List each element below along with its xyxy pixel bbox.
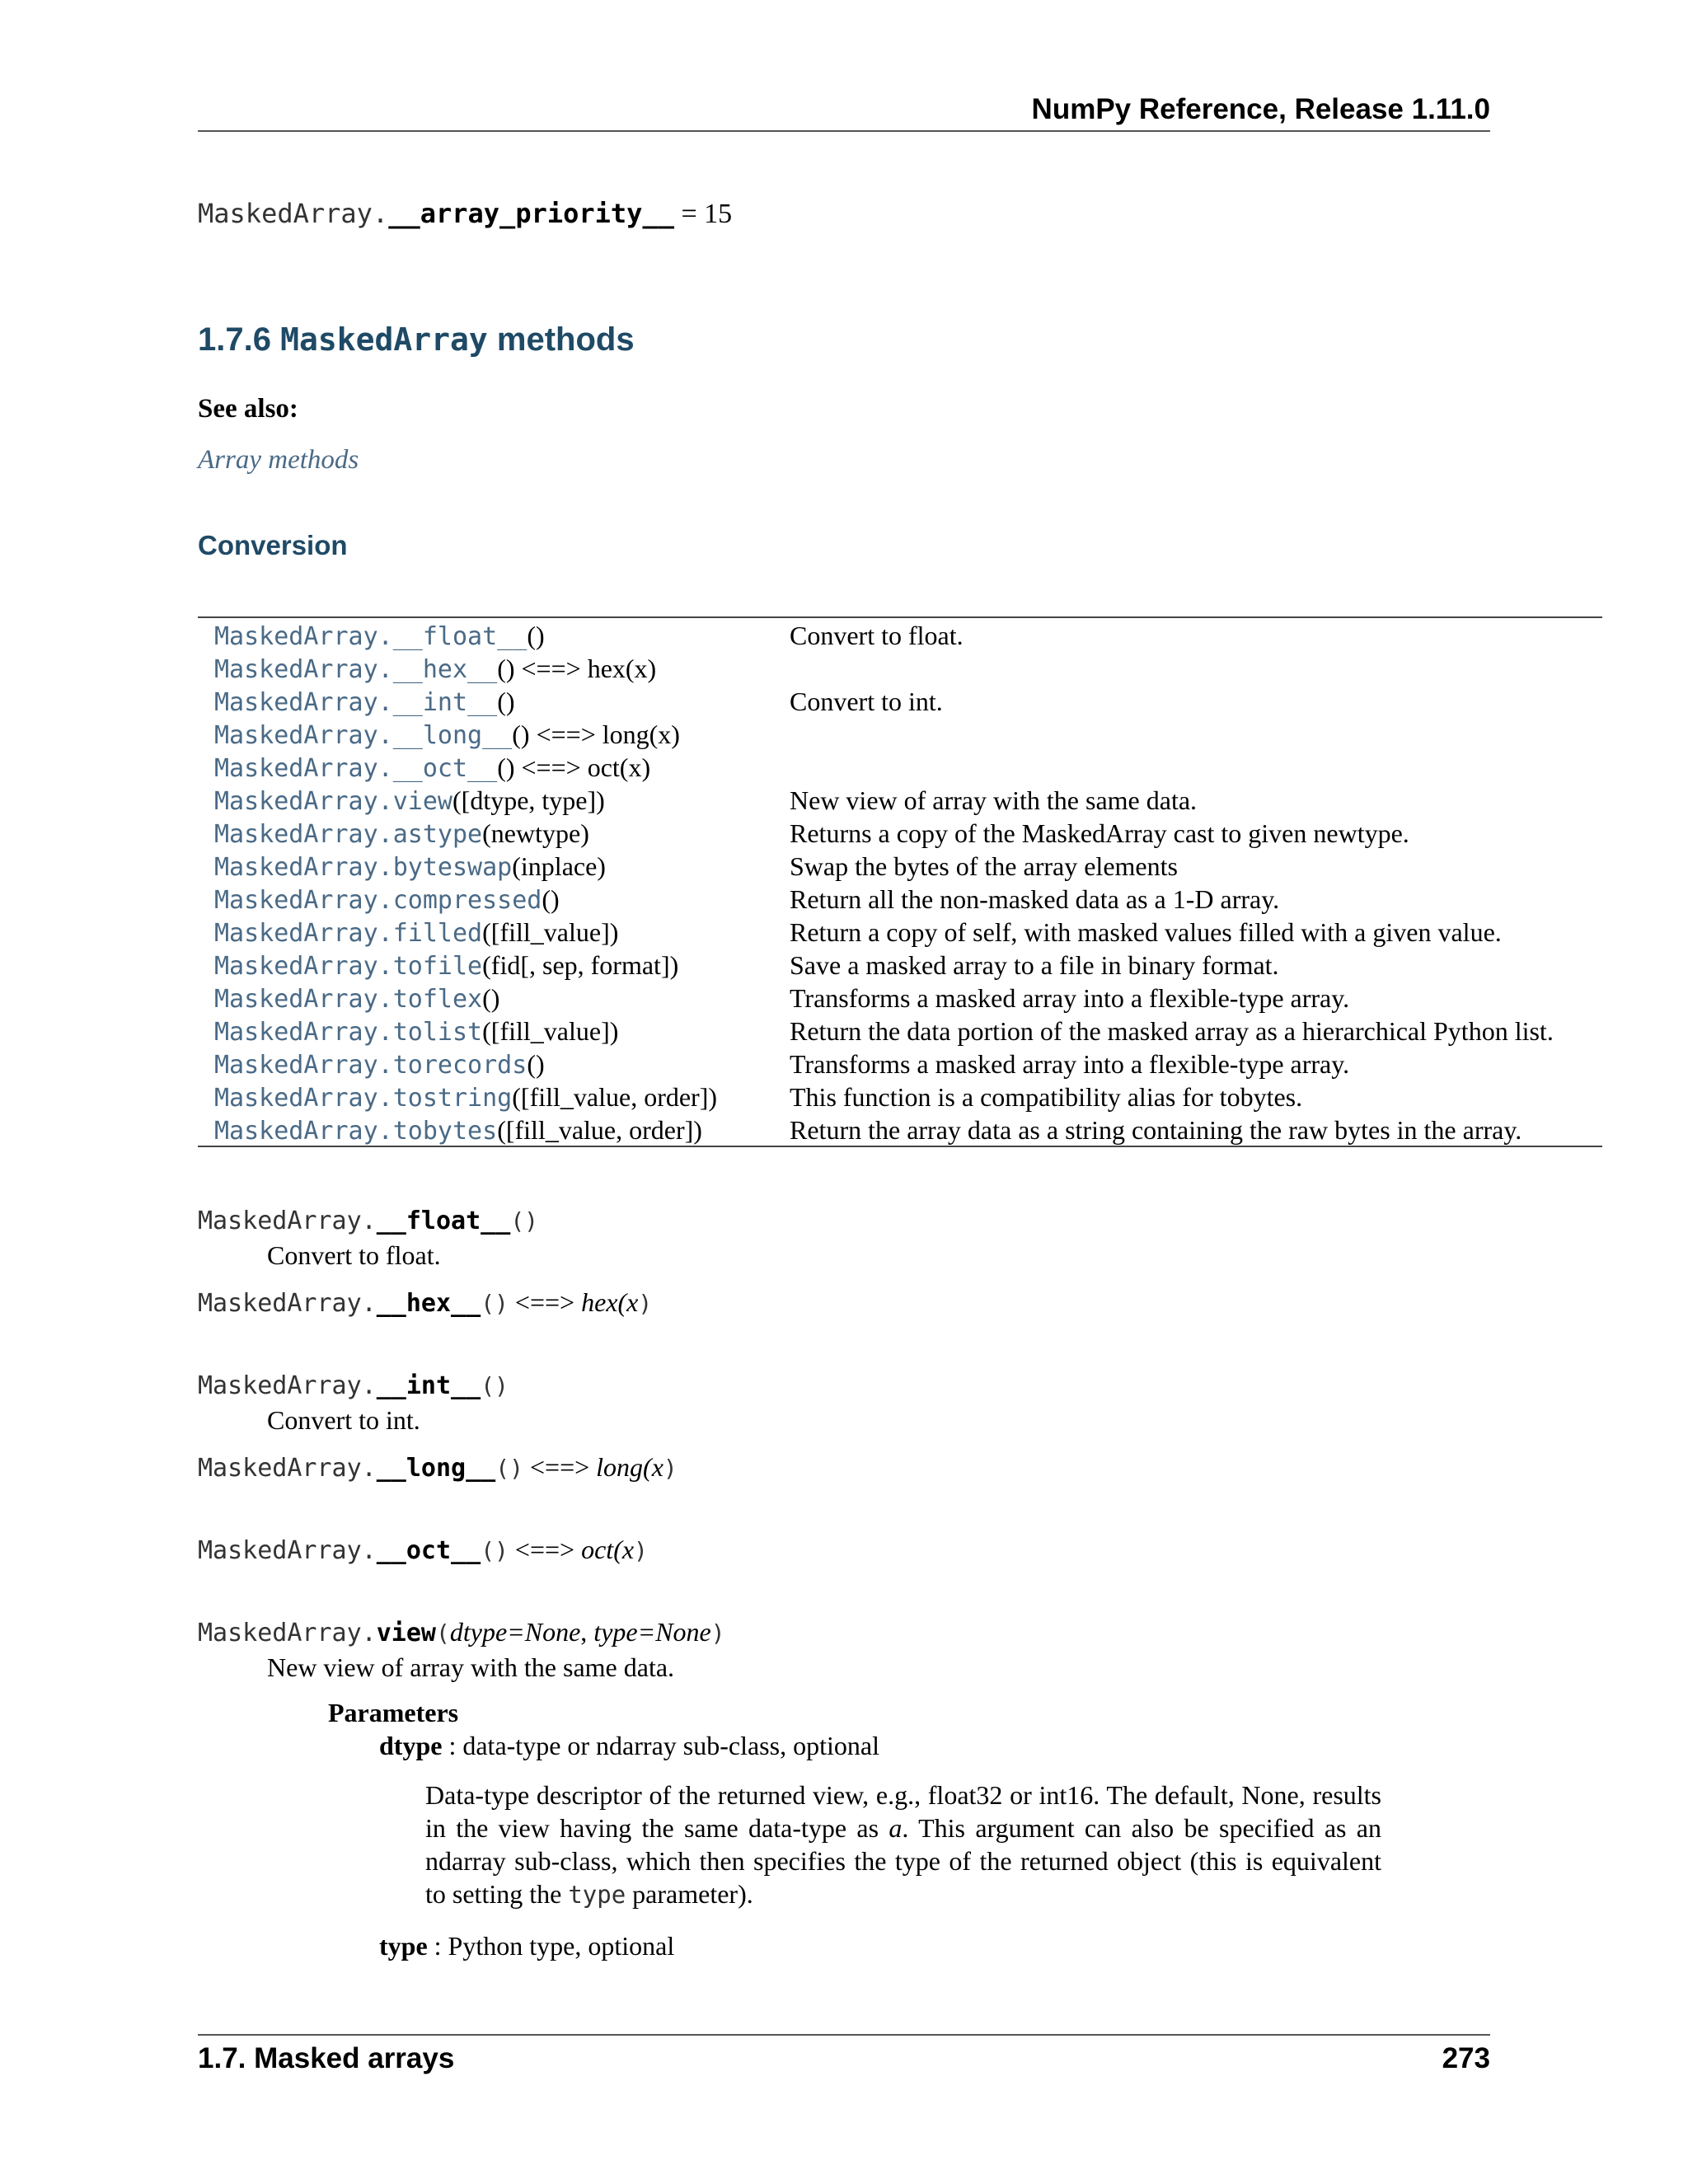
long-method-entry	[198, 1452, 678, 1483]
summary-method-cell	[214, 817, 790, 850]
method-args: ([fill_value])	[482, 917, 619, 947]
method-link-name: compressed	[392, 886, 542, 915]
hex-method-entry	[198, 1287, 652, 1318]
summary-row	[214, 1080, 1602, 1113]
dtype-param-name: dtype	[379, 1731, 443, 1760]
summary-row	[214, 850, 1602, 883]
summary-row	[214, 916, 1602, 949]
signature-paren-end: )	[663, 1455, 678, 1482]
method-args: ()	[482, 983, 500, 1013]
summary-row	[214, 652, 1602, 685]
method-link[interactable]	[214, 655, 497, 684]
method-link-class: MaskedArray.	[214, 1051, 393, 1080]
method-link-class: MaskedArray.	[214, 820, 393, 849]
float-signature	[198, 1205, 538, 1235]
method-link-name: __long__	[392, 721, 513, 750]
method-link-name: tostring	[392, 1084, 513, 1113]
summary-row	[214, 685, 1602, 718]
section-word: methods	[496, 321, 635, 358]
int-method-entry	[198, 1370, 509, 1436]
method-args: (newtype)	[482, 818, 589, 848]
summary-row	[214, 1113, 1602, 1146]
method-link-name: tolist	[392, 1018, 483, 1047]
signature-arg-dtype: dtype=None	[449, 1617, 581, 1647]
method-link[interactable]	[214, 853, 512, 882]
method-args: ([fill_value, order])	[497, 1115, 702, 1145]
oct-signature	[198, 1535, 648, 1565]
attribute-signature	[198, 198, 732, 230]
summary-method-cell	[214, 982, 790, 1015]
summary-method-cell	[214, 685, 790, 718]
hex-signature	[198, 1287, 652, 1318]
method-link[interactable]	[214, 688, 497, 717]
method-link-name: tofile	[392, 952, 483, 981]
method-link-name: __hex__	[392, 655, 498, 684]
method-link-class: MaskedArray.	[214, 721, 393, 750]
summary-row	[214, 619, 1602, 652]
summary-method-cell	[214, 949, 790, 982]
signature-class: MaskedArray.	[198, 1371, 377, 1400]
method-link[interactable]	[214, 820, 482, 849]
signature-call: long(x	[596, 1452, 663, 1482]
signature-paren-close: )	[495, 1290, 509, 1317]
summary-method-cell	[214, 619, 790, 652]
summary-row	[214, 817, 1602, 850]
summary-description-cell: Swap the bytes of the array elements	[790, 851, 1178, 881]
signature-class: MaskedArray.	[198, 1289, 377, 1318]
float-method-entry	[198, 1205, 538, 1271]
attribute-value: = 15	[681, 199, 733, 229]
signature-paren-close: )	[710, 1619, 725, 1647]
method-link[interactable]	[214, 787, 452, 816]
summary-description-cell: Transforms a masked array into a flexible-type array.	[790, 1049, 1350, 1079]
method-link-class: MaskedArray.	[214, 985, 393, 1014]
summary-method-cell	[214, 850, 790, 883]
method-args: (inplace)	[512, 851, 606, 881]
method-link-class: MaskedArray.	[214, 655, 393, 684]
signature-paren-open: (	[436, 1619, 450, 1647]
method-link-class: MaskedArray.	[214, 853, 393, 882]
signature-class: MaskedArray.	[198, 1207, 377, 1235]
method-link[interactable]	[214, 1084, 512, 1113]
parameters-label: Parameters	[328, 1698, 459, 1727]
method-args: (fid[, sep, format])	[482, 950, 679, 980]
dtype-desc-code: type	[568, 1881, 626, 1909]
dtype-param-description	[425, 1779, 1381, 1911]
signature-separator: ,	[580, 1617, 594, 1647]
method-link[interactable]	[214, 1117, 497, 1146]
method-args: ([fill_value])	[482, 1016, 619, 1046]
method-link[interactable]	[214, 1051, 527, 1080]
method-link-class: MaskedArray.	[214, 688, 393, 717]
summary-description-cell	[790, 652, 1602, 685]
summary-method-cell	[214, 1113, 790, 1146]
page-number: 273	[1442, 2042, 1490, 2074]
method-link-class: MaskedArray.	[214, 787, 393, 816]
signature-parens: ()	[510, 1207, 539, 1235]
method-link-class: MaskedArray.	[214, 952, 393, 981]
method-link-class: MaskedArray.	[214, 1117, 393, 1146]
float-description: Convert to float.	[267, 1240, 441, 1270]
long-signature	[198, 1452, 678, 1483]
see-also-label: See also:	[198, 394, 298, 424]
section-heading	[198, 321, 635, 359]
method-link-name: __oct__	[392, 754, 498, 783]
type-param-type: : Python type, optional	[427, 1931, 675, 1961]
summary-description-cell: New view of array with the same data.	[790, 785, 1198, 815]
dtype-desc-italic: a	[889, 1813, 903, 1843]
table-bottom-rule	[198, 1146, 1602, 1147]
summary-description-cell: Transforms a masked array into a flexible-type array.	[790, 983, 1350, 1013]
dtype-param	[379, 1731, 879, 1761]
dtype-desc-text: parameter).	[626, 1879, 753, 1909]
summary-row	[214, 784, 1602, 817]
method-link-class: MaskedArray.	[214, 1084, 393, 1113]
method-link-class: MaskedArray.	[214, 886, 393, 915]
dtype-desc-text: . This argument can also be specified as an ndarray sub-class, which then specifies the type of the returned object (this is equivalent to setting the	[425, 1813, 1382, 1909]
method-link-name: toflex	[392, 985, 483, 1014]
method-args: ()	[542, 884, 560, 914]
method-link[interactable]	[214, 1018, 482, 1047]
section-code: MaskedArray	[280, 321, 488, 358]
signature-paren-open: (	[481, 1290, 495, 1317]
signature-paren-close: )	[495, 1537, 509, 1564]
dtype-param-type: : data-type or ndarray sub-class, optional	[442, 1731, 879, 1760]
method-link-class: MaskedArray.	[214, 754, 393, 783]
summary-row	[214, 949, 1602, 982]
method-link-name: view	[392, 787, 452, 816]
view-signature	[198, 1617, 725, 1647]
signature-arrow: <==>	[523, 1452, 597, 1482]
method-link[interactable]	[214, 985, 482, 1014]
method-link-name: __int__	[392, 688, 498, 717]
array-methods-link[interactable]: Array methods	[198, 445, 359, 475]
summary-description-cell: Save a masked array to a file in binary format.	[790, 950, 1279, 980]
method-args: () <==> long(x)	[512, 719, 680, 749]
method-link[interactable]	[214, 886, 542, 915]
method-link[interactable]	[214, 952, 482, 981]
signature-parens: ()	[481, 1372, 509, 1399]
method-link-name: astype	[392, 820, 483, 849]
summary-method-cell	[214, 652, 790, 685]
summary-description-cell: Returns a copy of the MaskedArray cast to given newtype.	[790, 818, 1409, 848]
signature-paren-end: )	[634, 1537, 648, 1564]
view-method-entry	[198, 1617, 725, 1683]
type-param-name: type	[379, 1931, 428, 1961]
running-header: NumPy Reference, Release 1.11.0	[1031, 93, 1490, 125]
table-top-rule	[198, 616, 1602, 618]
signature-class: MaskedArray.	[198, 1536, 377, 1565]
summary-row	[214, 718, 1602, 751]
method-args: ()	[527, 1049, 545, 1079]
type-param	[379, 1931, 674, 1961]
signature-call: hex(x	[581, 1287, 639, 1317]
int-description: Convert to int.	[267, 1405, 420, 1435]
header-divider	[198, 130, 1490, 132]
signature-name: __hex__	[376, 1289, 481, 1318]
conversion-heading: Conversion	[198, 530, 348, 560]
summary-table	[214, 619, 1602, 1146]
method-link-class: MaskedArray.	[214, 919, 393, 948]
summary-row	[214, 883, 1602, 916]
summary-description-cell: Return the array data as a string containing the raw bytes in the array.	[790, 1115, 1522, 1145]
method-link-name: byteswap	[392, 853, 513, 882]
summary-description-cell	[790, 718, 1602, 751]
method-args: ()	[527, 621, 545, 650]
signature-name: __long__	[376, 1454, 496, 1483]
summary-method-cell	[214, 718, 790, 751]
summary-method-cell	[214, 751, 790, 784]
int-signature	[198, 1370, 509, 1400]
signature-paren-open: (	[481, 1537, 495, 1564]
method-args: ([fill_value, order])	[512, 1082, 718, 1112]
method-link-class: MaskedArray.	[214, 622, 393, 651]
method-args: () <==> oct(x)	[497, 752, 651, 782]
signature-class: MaskedArray.	[198, 1454, 377, 1483]
summary-method-cell	[214, 784, 790, 817]
dtype-desc-text: Data-type descriptor of the returned view, e.g., float32 or int16. The default, None, results in the view having the same data-type as	[425, 1780, 1381, 1843]
summary-method-cell	[214, 916, 790, 949]
method-link-name: filled	[392, 919, 483, 948]
summary-row	[214, 1015, 1602, 1047]
section-number: 1.7.6	[198, 321, 271, 358]
method-link-name: torecords	[392, 1051, 528, 1080]
summary-method-cell	[214, 1047, 790, 1080]
signature-class: MaskedArray.	[198, 1619, 377, 1647]
footer-section: 1.7. Masked arrays	[198, 2042, 455, 2074]
signature-paren-open: (	[495, 1455, 510, 1482]
signature-name: __oct__	[376, 1536, 481, 1565]
summary-description-cell: Convert to float.	[790, 621, 964, 650]
method-link[interactable]	[214, 919, 482, 948]
method-link-name: tobytes	[392, 1117, 498, 1146]
summary-row	[214, 751, 1602, 784]
oct-method-entry	[198, 1535, 648, 1565]
method-link-class: MaskedArray.	[214, 1018, 393, 1047]
method-link[interactable]	[214, 754, 497, 783]
signature-name: view	[376, 1619, 436, 1647]
summary-description-cell: Return a copy of self, with masked values filled with a given value.	[790, 917, 1502, 947]
summary-row	[214, 1047, 1602, 1080]
summary-method-cell	[214, 883, 790, 916]
signature-arrow: <==>	[508, 1535, 582, 1564]
method-args: ([dtype, type])	[452, 785, 605, 815]
summary-description-cell	[790, 751, 1602, 784]
signature-paren-end: )	[638, 1290, 653, 1317]
summary-description-cell: Return the data portion of the masked array as a hierarchical Python list.	[790, 1016, 1554, 1046]
signature-call: oct(x	[581, 1535, 635, 1564]
summary-method-cell	[214, 1015, 790, 1047]
attribute-name: __array_priority__	[388, 198, 674, 229]
summary-row	[214, 982, 1602, 1015]
attribute-class: MaskedArray.	[198, 198, 389, 229]
method-args: ()	[497, 687, 515, 716]
method-link[interactable]	[214, 721, 512, 750]
summary-method-cell	[214, 1080, 790, 1113]
signature-name: __int__	[376, 1371, 481, 1400]
view-description: New view of array with the same data.	[267, 1652, 675, 1682]
signature-paren-close: )	[509, 1455, 523, 1482]
footer-divider	[198, 2034, 1490, 2036]
signature-arg-type: type=None	[593, 1617, 711, 1647]
method-link-name: __float__	[392, 622, 528, 651]
signature-arrow: <==>	[508, 1287, 582, 1317]
method-link[interactable]	[214, 622, 527, 651]
summary-description-cell: Convert to int.	[790, 687, 943, 716]
method-args: () <==> hex(x)	[497, 654, 657, 683]
summary-description-cell: Return all the non-masked data as a 1-D array.	[790, 884, 1280, 914]
signature-name: __float__	[376, 1207, 511, 1235]
summary-description-cell: This function is a compatibility alias for tobytes.	[790, 1082, 1303, 1112]
